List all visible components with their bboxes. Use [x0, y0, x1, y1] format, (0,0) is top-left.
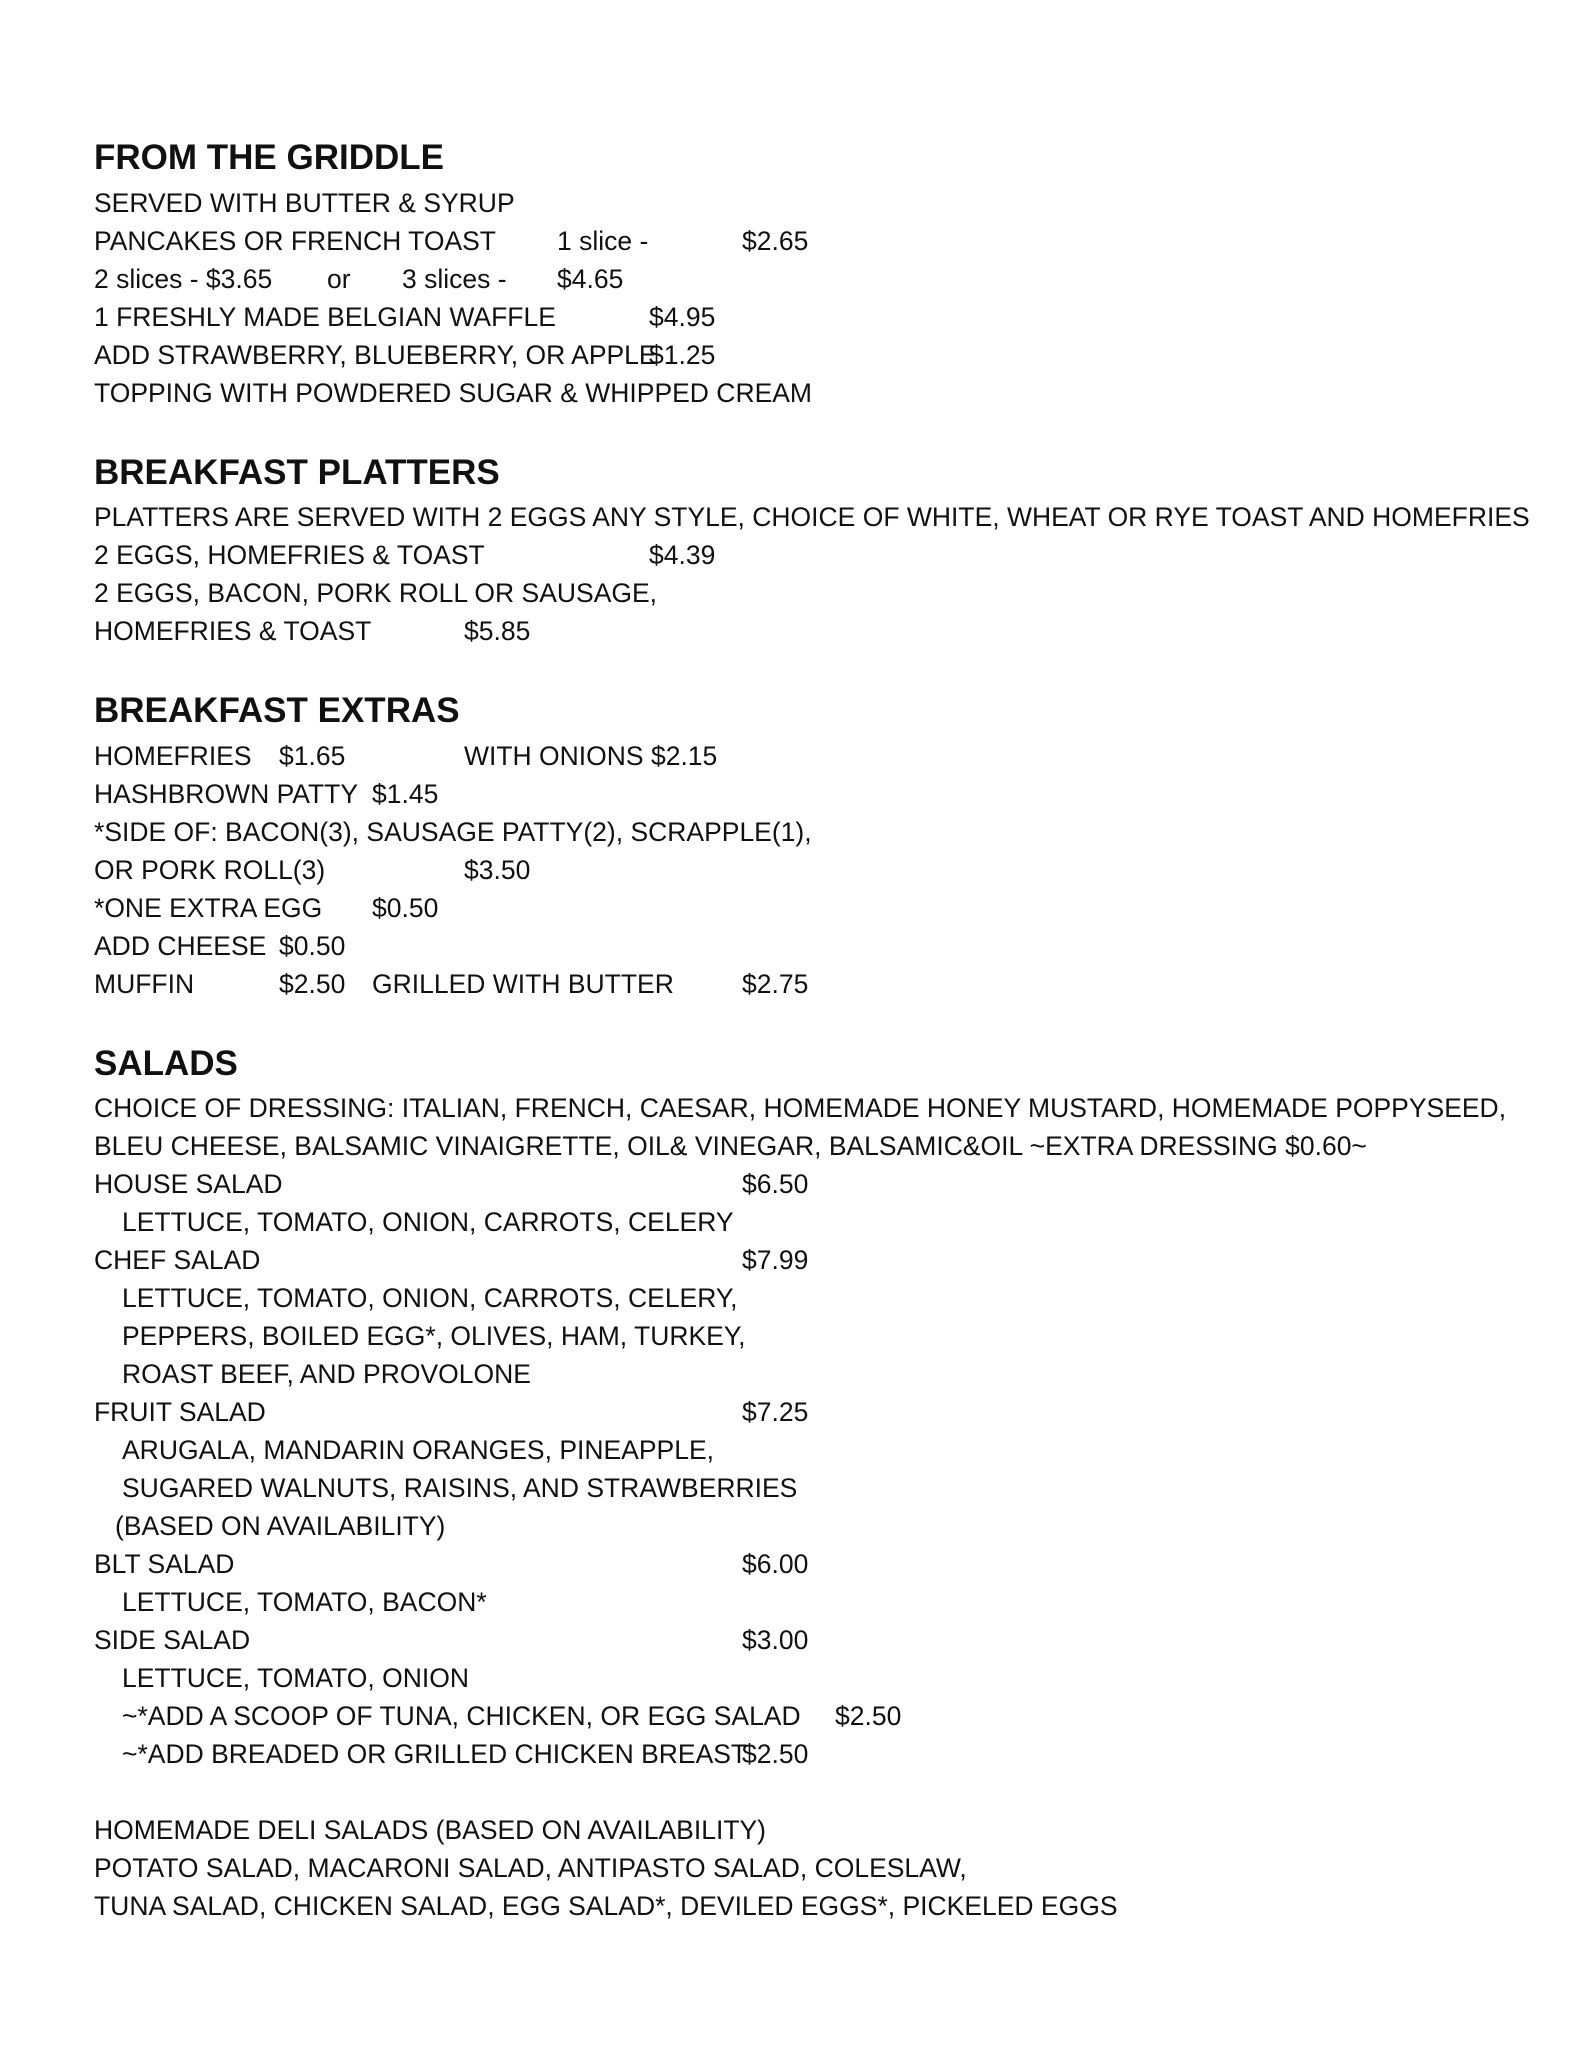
- platter-item1-price: $4.39: [649, 540, 716, 570]
- topping-name: ADD STRAWBERRY, BLUEBERRY, OR APPLE: [94, 340, 657, 370]
- side-salad-desc: LETTUCE, TOMATO, ONION: [122, 1663, 469, 1693]
- blt-salad-name: BLT SALAD: [94, 1549, 235, 1579]
- pancakes-name: PANCAKES OR FRENCH TOAST: [94, 226, 496, 256]
- section-heading-extras: BREAKFAST EXTRAS: [94, 691, 460, 730]
- pancakes-three-price: $4.65: [557, 264, 624, 294]
- house-salad-name: HOUSE SALAD: [94, 1169, 283, 1199]
- pancakes-two-slices: 2 slices - $3.65: [94, 264, 273, 294]
- house-salad-price: $6.50: [742, 1169, 809, 1199]
- add-scoop-name: ~*ADD A SCOOP OF TUNA, CHICKEN, OR EGG SALAD: [122, 1701, 801, 1731]
- section-heading-platters: BREAKFAST PLATTERS: [94, 453, 500, 492]
- pancakes-or: or: [327, 264, 351, 294]
- extra-egg-price: $0.50: [372, 893, 439, 923]
- add-chicken-name: ~*ADD BREADED OR GRILLED CHICKEN BREAST: [122, 1739, 748, 1769]
- waffle-price: $4.95: [649, 302, 716, 332]
- platter-item1-name: 2 EGGS, HOMEFRIES & TOAST: [94, 540, 485, 570]
- add-scoop-price: $2.50: [835, 1701, 902, 1731]
- section-heading-salads: SALADS: [94, 1044, 238, 1083]
- dressing-line2: BLEU CHEESE, BALSAMIC VINAIGRETTE, OIL& VINEGAR, BALSAMIC&OIL ~EXTRA DRESSING $0.60~: [94, 1131, 1367, 1161]
- muffin-grilled-price: $2.75: [742, 969, 809, 999]
- deli-salads-line1: POTATO SALAD, MACARONI SALAD, ANTIPASTO SALAD, COLESLAW,: [94, 1853, 967, 1883]
- fruit-salad-desc3: (BASED ON AVAILABILITY): [115, 1511, 446, 1541]
- waffle-name: 1 FRESHLY MADE BELGIAN WAFFLE: [94, 302, 556, 332]
- platters-note: PLATTERS ARE SERVED WITH 2 EGGS ANY STYLE, CHOICE OF WHITE, WHEAT OR RYE TOAST AND HOMEFRIES: [94, 502, 1530, 532]
- homefries-onions: WITH ONIONS $2.15: [464, 741, 718, 771]
- side-meat-line2: OR PORK ROLL(3): [94, 855, 326, 885]
- pancakes-three-slices: 3 slices -: [402, 264, 507, 294]
- fruit-salad-desc2: SUGARED WALNUTS, RAISINS, AND STRAWBERRIES: [122, 1473, 798, 1503]
- side-salad-price: $3.00: [742, 1625, 809, 1655]
- extra-egg-name: *ONE EXTRA EGG: [94, 893, 323, 923]
- muffin-grilled: GRILLED WITH BUTTER: [372, 969, 674, 999]
- fruit-salad-name: FRUIT SALAD: [94, 1397, 266, 1427]
- hashbrown-name: HASHBROWN PATTY: [94, 779, 359, 809]
- add-chicken-price: $2.50: [742, 1739, 809, 1769]
- dressing-line1: CHOICE OF DRESSING: ITALIAN, FRENCH, CAESAR, HOMEMADE HONEY MUSTARD, HOMEMADE POPPYSEED,: [94, 1093, 1507, 1123]
- fruit-salad-price: $7.25: [742, 1397, 809, 1427]
- homefries-name: HOMEFRIES: [94, 741, 252, 771]
- pancakes-one-price: $2.65: [742, 226, 809, 256]
- muffin-price: $2.50: [279, 969, 346, 999]
- pancakes-one-slice: 1 slice -: [557, 226, 649, 256]
- blt-salad-price: $6.00: [742, 1549, 809, 1579]
- house-salad-desc: LETTUCE, TOMATO, ONION, CARROTS, CELERY: [122, 1207, 734, 1237]
- chef-salad-price: $7.99: [742, 1245, 809, 1275]
- chef-salad-name: CHEF SALAD: [94, 1245, 261, 1275]
- fruit-salad-desc1: ARUGALA, MANDARIN ORANGES, PINEAPPLE,: [122, 1435, 714, 1465]
- deli-salads-line2: TUNA SALAD, CHICKEN SALAD, EGG SALAD*, DEVILED EGGS*, PICKELED EGGS: [94, 1891, 1118, 1921]
- topping-price: $1.25: [649, 340, 716, 370]
- muffin-name: MUFFIN: [94, 969, 195, 999]
- platter-item2-line2: HOMEFRIES & TOAST: [94, 616, 372, 646]
- platter-item2-price: $5.85: [464, 616, 531, 646]
- chef-salad-desc1: LETTUCE, TOMATO, ONION, CARROTS, CELERY,: [122, 1283, 738, 1313]
- cheese-name: ADD CHEESE: [94, 931, 267, 961]
- section-heading-griddle: FROM THE GRIDDLE: [94, 138, 444, 177]
- side-meat-line1: *SIDE OF: BACON(3), SAUSAGE PATTY(2), SCRAPPLE(1),: [94, 817, 812, 847]
- homefries-price: $1.65: [279, 741, 346, 771]
- side-salad-name: SIDE SALAD: [94, 1625, 251, 1655]
- cheese-price: $0.50: [279, 931, 346, 961]
- griddle-served-with: SERVED WITH BUTTER & SYRUP: [94, 188, 515, 218]
- hashbrown-price: $1.45: [372, 779, 439, 809]
- blt-salad-desc: LETTUCE, TOMATO, BACON*: [122, 1587, 487, 1617]
- deli-salads-title: HOMEMADE DELI SALADS (BASED ON AVAILABILITY): [94, 1815, 767, 1845]
- topping-note: TOPPING WITH POWDERED SUGAR & WHIPPED CREAM: [94, 378, 813, 408]
- chef-salad-desc3: ROAST BEEF, AND PROVOLONE: [122, 1359, 531, 1389]
- side-meat-price: $3.50: [464, 855, 531, 885]
- platter-item2-line1: 2 EGGS, BACON, PORK ROLL OR SAUSAGE,: [94, 578, 658, 608]
- chef-salad-desc2: PEPPERS, BOILED EGG*, OLIVES, HAM, TURKEY,: [122, 1321, 746, 1351]
